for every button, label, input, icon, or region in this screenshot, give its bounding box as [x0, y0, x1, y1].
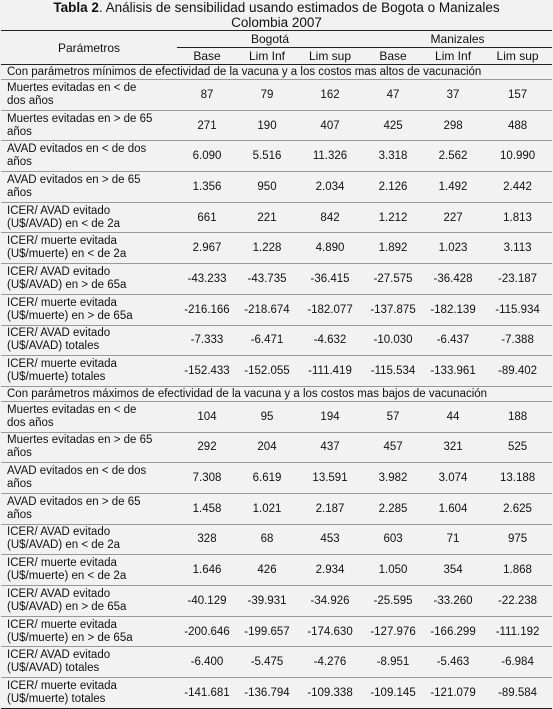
value-cell: 71	[446, 533, 460, 546]
value-cell: 2.442	[503, 180, 532, 193]
table-row	[1, 294, 552, 325]
value-cell: 2.034	[315, 180, 345, 193]
parameter-label-line2: (U$/AVAD) totales	[7, 340, 100, 353]
value-cell: 1.868	[503, 564, 532, 577]
table-row	[1, 233, 552, 264]
value-cell: 292	[197, 441, 217, 454]
parameter-label-line1: AVAD evitados en > de 65	[7, 495, 141, 508]
value-cell: -8.951	[376, 656, 410, 669]
parameter-label-line2: (U$/muerte) en < de 2a	[7, 248, 127, 261]
value-cell: -23.187	[498, 272, 538, 285]
parameter-label	[1, 233, 177, 264]
value-cell: -111.419	[308, 365, 352, 378]
parameter-label-line1: ICER/ AVAD evitado	[7, 265, 111, 278]
value-cell: 3.074	[438, 472, 468, 485]
parameter-label-line1: Muertes evitadas en < de	[7, 81, 137, 94]
parameter-label	[1, 401, 177, 432]
title-text: . Análisis de sensibilidad usando estimados de Bogota o Manizales	[98, 0, 500, 15]
parameter-label-line1: AVAD evitados en < de dos	[7, 143, 147, 156]
value-cell: 950	[257, 180, 277, 193]
parameter-label	[1, 647, 177, 678]
value-cell: 68	[260, 533, 274, 546]
column-header: Lim sup	[496, 49, 539, 63]
parameter-label-line2: (U$/AVAD) en > de 65a	[7, 278, 127, 291]
value-cell: -34.926	[310, 594, 350, 607]
value-cell: 457	[383, 441, 403, 454]
value-cell: 6.090	[192, 150, 222, 163]
value-cell: -22.238	[498, 594, 538, 607]
value-cell: 221	[257, 211, 277, 224]
value-cell: 1.023	[438, 242, 468, 255]
table-row	[1, 586, 552, 617]
value-cell: -6.437	[436, 334, 470, 347]
table-row	[1, 463, 552, 494]
value-cell: -5.463	[436, 656, 470, 669]
section-header-row	[1, 386, 552, 401]
value-cell: 13.591	[312, 472, 348, 485]
parameter-label-line2: años	[7, 156, 32, 169]
parameter-label-line1: ICER/ muerte evitada	[7, 557, 117, 570]
value-cell: -199.657	[244, 625, 290, 638]
value-cell: 1.646	[192, 564, 222, 577]
parameter-label-line1: ICER/ muerte evitada	[7, 618, 117, 631]
value-cell: -152.055	[244, 365, 290, 378]
value-cell: 157	[507, 88, 528, 101]
parameter-label	[1, 325, 177, 356]
value-cell: -111.192	[495, 625, 540, 638]
parameter-label-line1: AVAD evitados en > de 65	[7, 173, 141, 186]
value-cell: 47	[386, 88, 400, 101]
parameter-label-line2: años	[7, 478, 32, 491]
value-cell: -200.646	[184, 625, 230, 638]
parameter-label-line2: (U$/muerte) en > de 65a	[7, 309, 133, 322]
value-cell: -7.388	[501, 334, 534, 347]
value-cell: 3.113	[503, 242, 532, 255]
value-cell: 1.228	[252, 242, 282, 255]
parameter-label-line1: Muertes evitadas en > de 65	[7, 112, 153, 125]
value-cell: -218.674	[244, 303, 290, 316]
value-cell: -36.415	[310, 272, 350, 285]
value-cell: -89.402	[498, 365, 538, 378]
value-cell: 44	[446, 410, 460, 423]
parameter-label-line1: Muertes evitadas en > de 65	[7, 434, 153, 447]
value-cell: 2.126	[378, 180, 408, 193]
table-row	[1, 80, 552, 111]
value-cell: 2.187	[315, 502, 345, 515]
table-header	[1, 31, 552, 65]
table-row	[1, 325, 552, 356]
table-row	[1, 110, 552, 141]
section-title: Con parámetros máximos de efectividad de la vacuna y a los costos mas bajos de vacunación	[7, 387, 488, 400]
parameter-label-line1: ICER/ AVAD evitado	[7, 526, 111, 539]
value-cell: 1.356	[192, 180, 222, 193]
value-cell: -6.400	[190, 656, 224, 669]
value-cell: 2.285	[378, 502, 408, 515]
parameter-label-line2: dos años	[7, 416, 54, 429]
parameter-label-line1: ICER/ muerte evitada	[7, 235, 117, 248]
value-cell: -115.934	[495, 303, 540, 316]
value-cell: 271	[197, 119, 217, 132]
parameter-label	[1, 678, 177, 709]
value-cell: 1.212	[378, 211, 408, 224]
value-cell: 407	[320, 119, 340, 132]
parameter-label-line2: (U$/muerte) totales	[7, 692, 106, 705]
value-cell: -7.333	[190, 334, 224, 347]
value-cell: 5.516	[252, 150, 282, 163]
value-cell: -4.276	[313, 656, 347, 669]
value-cell: 1.492	[438, 180, 468, 193]
parameter-label	[1, 110, 177, 141]
value-cell: 661	[197, 211, 217, 224]
parameter-label-line2: años	[7, 447, 32, 460]
value-cell: 11.326	[312, 150, 348, 163]
table-row	[1, 172, 552, 203]
value-cell: -36.428	[433, 272, 473, 285]
table-row	[1, 264, 552, 295]
value-cell: -141.681	[184, 686, 230, 699]
parameter-label-line2: años	[7, 508, 32, 521]
parameter-label	[1, 80, 177, 111]
value-cell: -137.875	[370, 303, 416, 316]
parameter-label-line2: años	[7, 186, 32, 199]
value-cell: 1.021	[252, 502, 282, 515]
value-cell: 298	[443, 119, 463, 132]
table-title	[0, 0, 553, 30]
table-row	[1, 616, 552, 647]
value-cell: 2.934	[315, 564, 345, 577]
value-cell: 57	[386, 410, 400, 423]
section-title: Con parámetros mínimos de efectividad de la vacuna y a los costos mas altos de vacunación	[7, 66, 482, 78]
value-cell: 194	[320, 410, 340, 423]
value-cell: 2.625	[503, 502, 532, 515]
value-cell: 321	[443, 441, 463, 454]
value-cell: 190	[257, 119, 277, 132]
value-cell: -6.471	[250, 334, 284, 347]
table-row	[1, 401, 552, 432]
value-cell: -6.984	[501, 656, 534, 669]
table-row	[1, 141, 552, 172]
value-cell: 603	[383, 533, 403, 546]
parameter-label-line1: ICER/ muerte evitada	[7, 679, 117, 692]
title-line2: Colombia 2007	[231, 15, 322, 30]
value-cell: -4.632	[313, 334, 347, 347]
table-row	[1, 202, 552, 233]
table-row	[1, 493, 552, 524]
parameter-label	[1, 463, 177, 494]
parameter-label	[1, 264, 177, 295]
value-cell: 1.604	[438, 502, 468, 515]
value-cell: -89.584	[498, 686, 538, 699]
value-cell: -10.030	[373, 334, 413, 347]
column-header: Base	[379, 49, 407, 63]
value-cell: -33.260	[433, 594, 473, 607]
parameter-label	[1, 586, 177, 617]
parameter-label-line1: ICER/ AVAD evitado	[7, 327, 111, 340]
header-group-manizales: Manizales	[363, 31, 552, 48]
value-cell: -136.794	[244, 686, 290, 699]
value-cell: 4.890	[315, 242, 345, 255]
value-cell: -5.475	[250, 656, 284, 669]
value-cell: -174.630	[307, 625, 353, 638]
parameter-label-line2: (U$/muerte) en > de 65a	[7, 631, 133, 644]
value-cell: 204	[257, 441, 277, 454]
parameter-label	[1, 356, 177, 387]
value-cell: -115.534	[370, 365, 416, 378]
value-cell: 1.458	[192, 502, 222, 515]
value-cell: -25.595	[373, 594, 413, 607]
value-cell: -182.077	[307, 303, 353, 316]
value-cell: -109.338	[307, 686, 353, 699]
column-header: Lim Inf	[435, 49, 472, 63]
value-cell: 79	[260, 88, 274, 101]
value-cell: 1.050	[378, 564, 408, 577]
value-cell: 104	[197, 410, 217, 423]
table-number: Tabla 2	[53, 0, 99, 15]
parameter-label-line2: dos años	[7, 94, 54, 107]
value-cell: 3.318	[378, 150, 408, 163]
value-cell: -27.575	[373, 272, 413, 285]
parameter-label	[1, 493, 177, 524]
parameter-label	[1, 524, 177, 555]
value-cell: 453	[320, 533, 340, 546]
parameter-label-line1: AVAD evitados en < de dos	[7, 465, 147, 478]
value-cell: 95	[260, 410, 274, 423]
value-cell: -121.079	[430, 686, 476, 699]
parameter-label-line1: Muertes evitadas en < de	[7, 403, 137, 416]
value-cell: 87	[200, 88, 214, 101]
value-cell: -43.233	[187, 272, 227, 285]
value-cell: 162	[320, 88, 340, 101]
parameter-label-line1: ICER/ AVAD evitado	[7, 587, 111, 600]
value-cell: 227	[443, 211, 463, 224]
value-cell: -39.931	[247, 594, 287, 607]
value-cell: 6.619	[252, 472, 282, 485]
header-group-bogota: Bogotá	[177, 31, 363, 48]
value-cell: 488	[507, 119, 528, 132]
parameter-label-line2: años	[7, 125, 32, 138]
parameter-label-line1: ICER/ AVAD evitado	[7, 649, 111, 662]
value-cell: 842	[320, 211, 340, 224]
parameter-label	[1, 141, 177, 172]
value-cell: -109.145	[370, 686, 416, 699]
parameter-label-line1: ICER/ muerte evitada	[7, 358, 117, 371]
value-cell: 1.892	[378, 242, 408, 255]
value-cell: 10.990	[499, 150, 536, 163]
parameter-label-line2: (U$/AVAD) totales	[7, 662, 100, 675]
value-cell: -182.139	[430, 303, 476, 316]
value-cell: 425	[383, 119, 403, 132]
sensitivity-table	[1, 30, 552, 709]
value-cell: -152.433	[184, 365, 230, 378]
table-row	[1, 647, 552, 678]
value-cell: 354	[443, 564, 463, 577]
parameter-label-line1: ICER/ muerte evitada	[7, 296, 117, 309]
value-cell: 37	[446, 88, 460, 101]
parameter-label	[1, 294, 177, 325]
table-row	[1, 555, 552, 586]
column-header: Base	[193, 49, 221, 63]
parameter-label-line2: (U$/AVAD) en < de 2a	[7, 539, 121, 552]
value-cell: 437	[320, 441, 340, 454]
header-parametros: Parámetros	[1, 31, 177, 65]
value-cell: -127.976	[370, 625, 416, 638]
value-cell: 975	[507, 533, 528, 546]
parameter-label-line2: (U$/muerte) en < de 2a	[7, 570, 127, 583]
value-cell: 328	[197, 533, 217, 546]
table-row	[1, 524, 552, 555]
parameter-label	[1, 432, 177, 463]
parameter-label	[1, 172, 177, 203]
value-cell: -216.166	[184, 303, 230, 316]
value-cell: 13.188	[499, 472, 536, 485]
value-cell: 2.562	[438, 150, 468, 163]
table-row	[1, 432, 552, 463]
value-cell: 1.813	[503, 211, 532, 224]
parameter-label-line2: (U$/muerte) totales	[7, 371, 106, 384]
value-cell: 426	[257, 564, 277, 577]
parameter-label	[1, 555, 177, 586]
column-header: Lim Inf	[248, 49, 285, 63]
value-cell: -133.961	[430, 365, 476, 378]
parameter-label	[1, 616, 177, 647]
table-row	[1, 356, 552, 387]
value-cell: 525	[507, 441, 528, 454]
value-cell: 2.967	[192, 242, 222, 255]
section-header-row	[1, 65, 552, 80]
table-body	[1, 65, 552, 709]
parameter-label	[1, 202, 177, 233]
value-cell: -40.129	[187, 594, 227, 607]
value-cell: 3.982	[378, 472, 408, 485]
parameter-label-line1: ICER/ AVAD evitado	[7, 204, 111, 217]
parameter-label-line2: (U$/AVAD) en < de 2a	[7, 217, 121, 230]
column-header: Lim sup	[309, 49, 352, 63]
value-cell: 7.308	[192, 472, 222, 485]
value-cell: 188	[507, 410, 528, 423]
value-cell: -166.299	[430, 625, 476, 638]
parameter-label-line2: (U$/AVAD) en > de 65a	[7, 600, 127, 613]
value-cell: -43.735	[247, 272, 287, 285]
table-row	[1, 678, 552, 709]
